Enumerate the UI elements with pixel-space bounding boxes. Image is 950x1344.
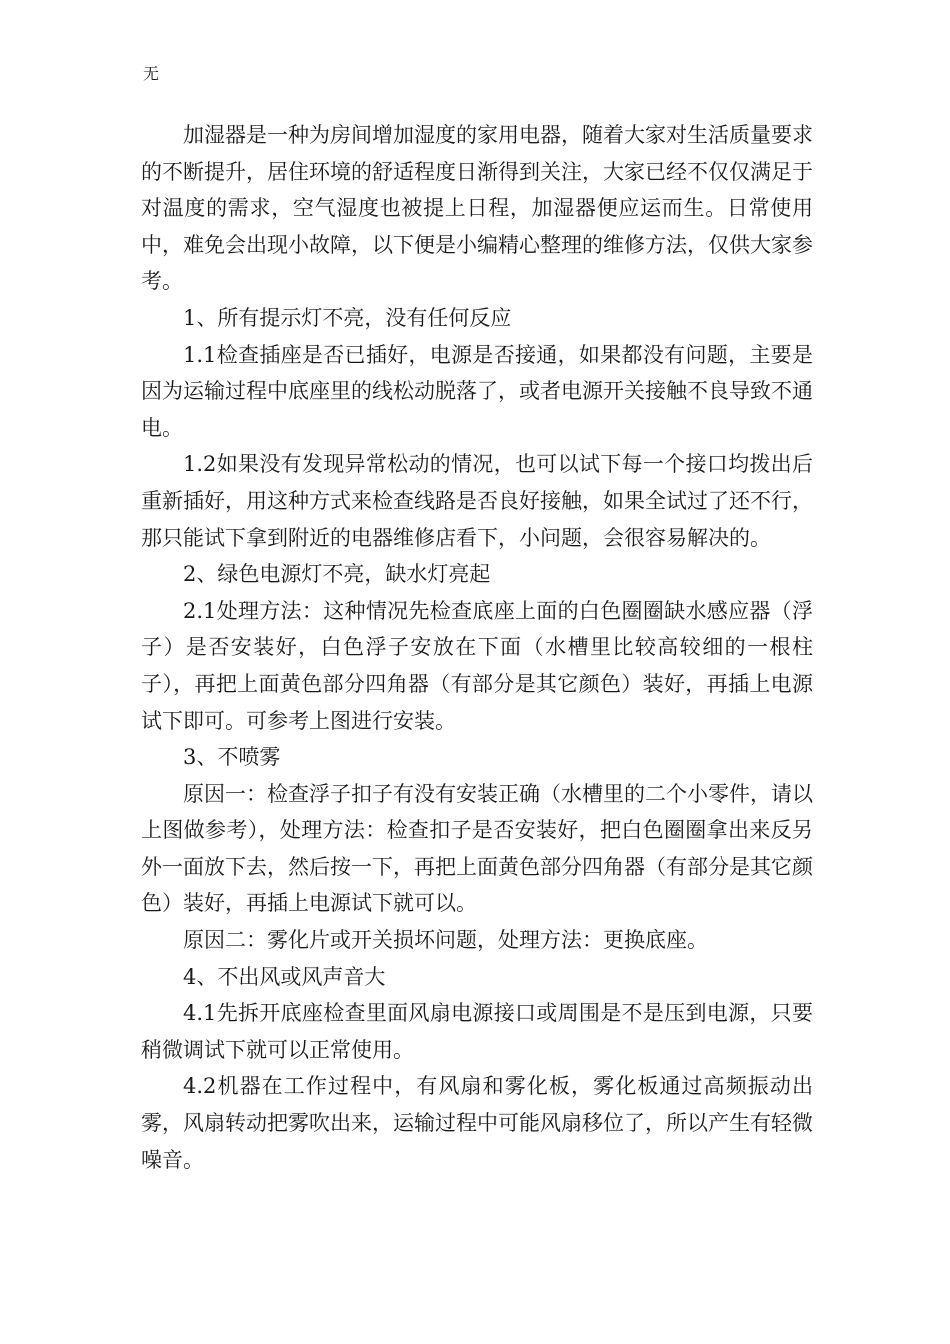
header-mark: 无 [143, 64, 160, 83]
paragraph-reason-1: 原因一：检查浮子扣子有没有安装正确（水槽里的二个小零件，请以上图做参考），处理方法：检查扣子是否安装好，把白色圈圈拿出来反另外一面放下去，然后按一下，再把上面黄色部分四角器（有部分是其它颜色）装好，再插上电源试下就可以。 [141, 781, 813, 916]
document-body [141, 117, 813, 1178]
paragraph-2-1: 2.1处理方法：这种情况先检查底座上面的白色圈圈缺水感应器（浮子）是否安装好，白色浮子安放在下面（水槽里比较高较细的一根柱子），再把上面黄色部分四角器（有部分是其它颜色）装好，再插上电源试下即可。可参考上图进行安装。 [141, 598, 813, 733]
paragraph-intro: 加湿器是一种为房间增加湿度的家用电器，随着大家对生活质量要求的不断提升，居住环境的舒适程度日渐得到关注，大家已经不仅仅满足于对温度的需求，空气湿度也被提上日程，加湿器便应运而生。日常使用中，难免会出现小故障，以下便是小编精心整理的维修方法，仅供大家参考。 [141, 123, 813, 294]
paragraph-4-1: 4.1先拆开底座检查里面风扇电源接口或周围是不是压到电源，只要稍微调试下就可以正常使用。 [141, 1001, 813, 1062]
paragraph-1-1: 1.1检查插座是否已插好，电源是否接通，如果都没有问题，主要是因为运输过程中底座里的线松动脱落了，或者电源开关接触不良导致不通电。 [141, 342, 813, 440]
heading-section-1: 1、所有提示灯不亮，没有任何反应 [183, 305, 512, 330]
paragraph-reason-2: 原因二：雾化片或开关损坏问题，处理方法：更换底座。 [183, 928, 708, 953]
heading-section-3: 3、不喷雾 [183, 745, 281, 770]
paragraph-4-2: 4.2机器在工作过程中，有风扇和雾化板，雾化板通过高频振动出雾，风扇转动把雾吹出来，运输过程中可能风扇移位了，所以产生有轻微噪音。 [141, 1074, 813, 1172]
paragraph-1-2: 1.2如果没有发现异常松动的情况，也可以试下每一个接口均拨出后重新插好，用这种方式来检查线路是否良好接触，如果全试过了还不行，那只能试下拿到附近的电器维修店看下，小问题，会很容易解决的。 [141, 452, 813, 550]
heading-section-2: 2、绿色电源灯不亮，缺水灯亮起 [183, 562, 491, 587]
heading-section-4: 4、不出风或风声音大 [183, 964, 386, 989]
